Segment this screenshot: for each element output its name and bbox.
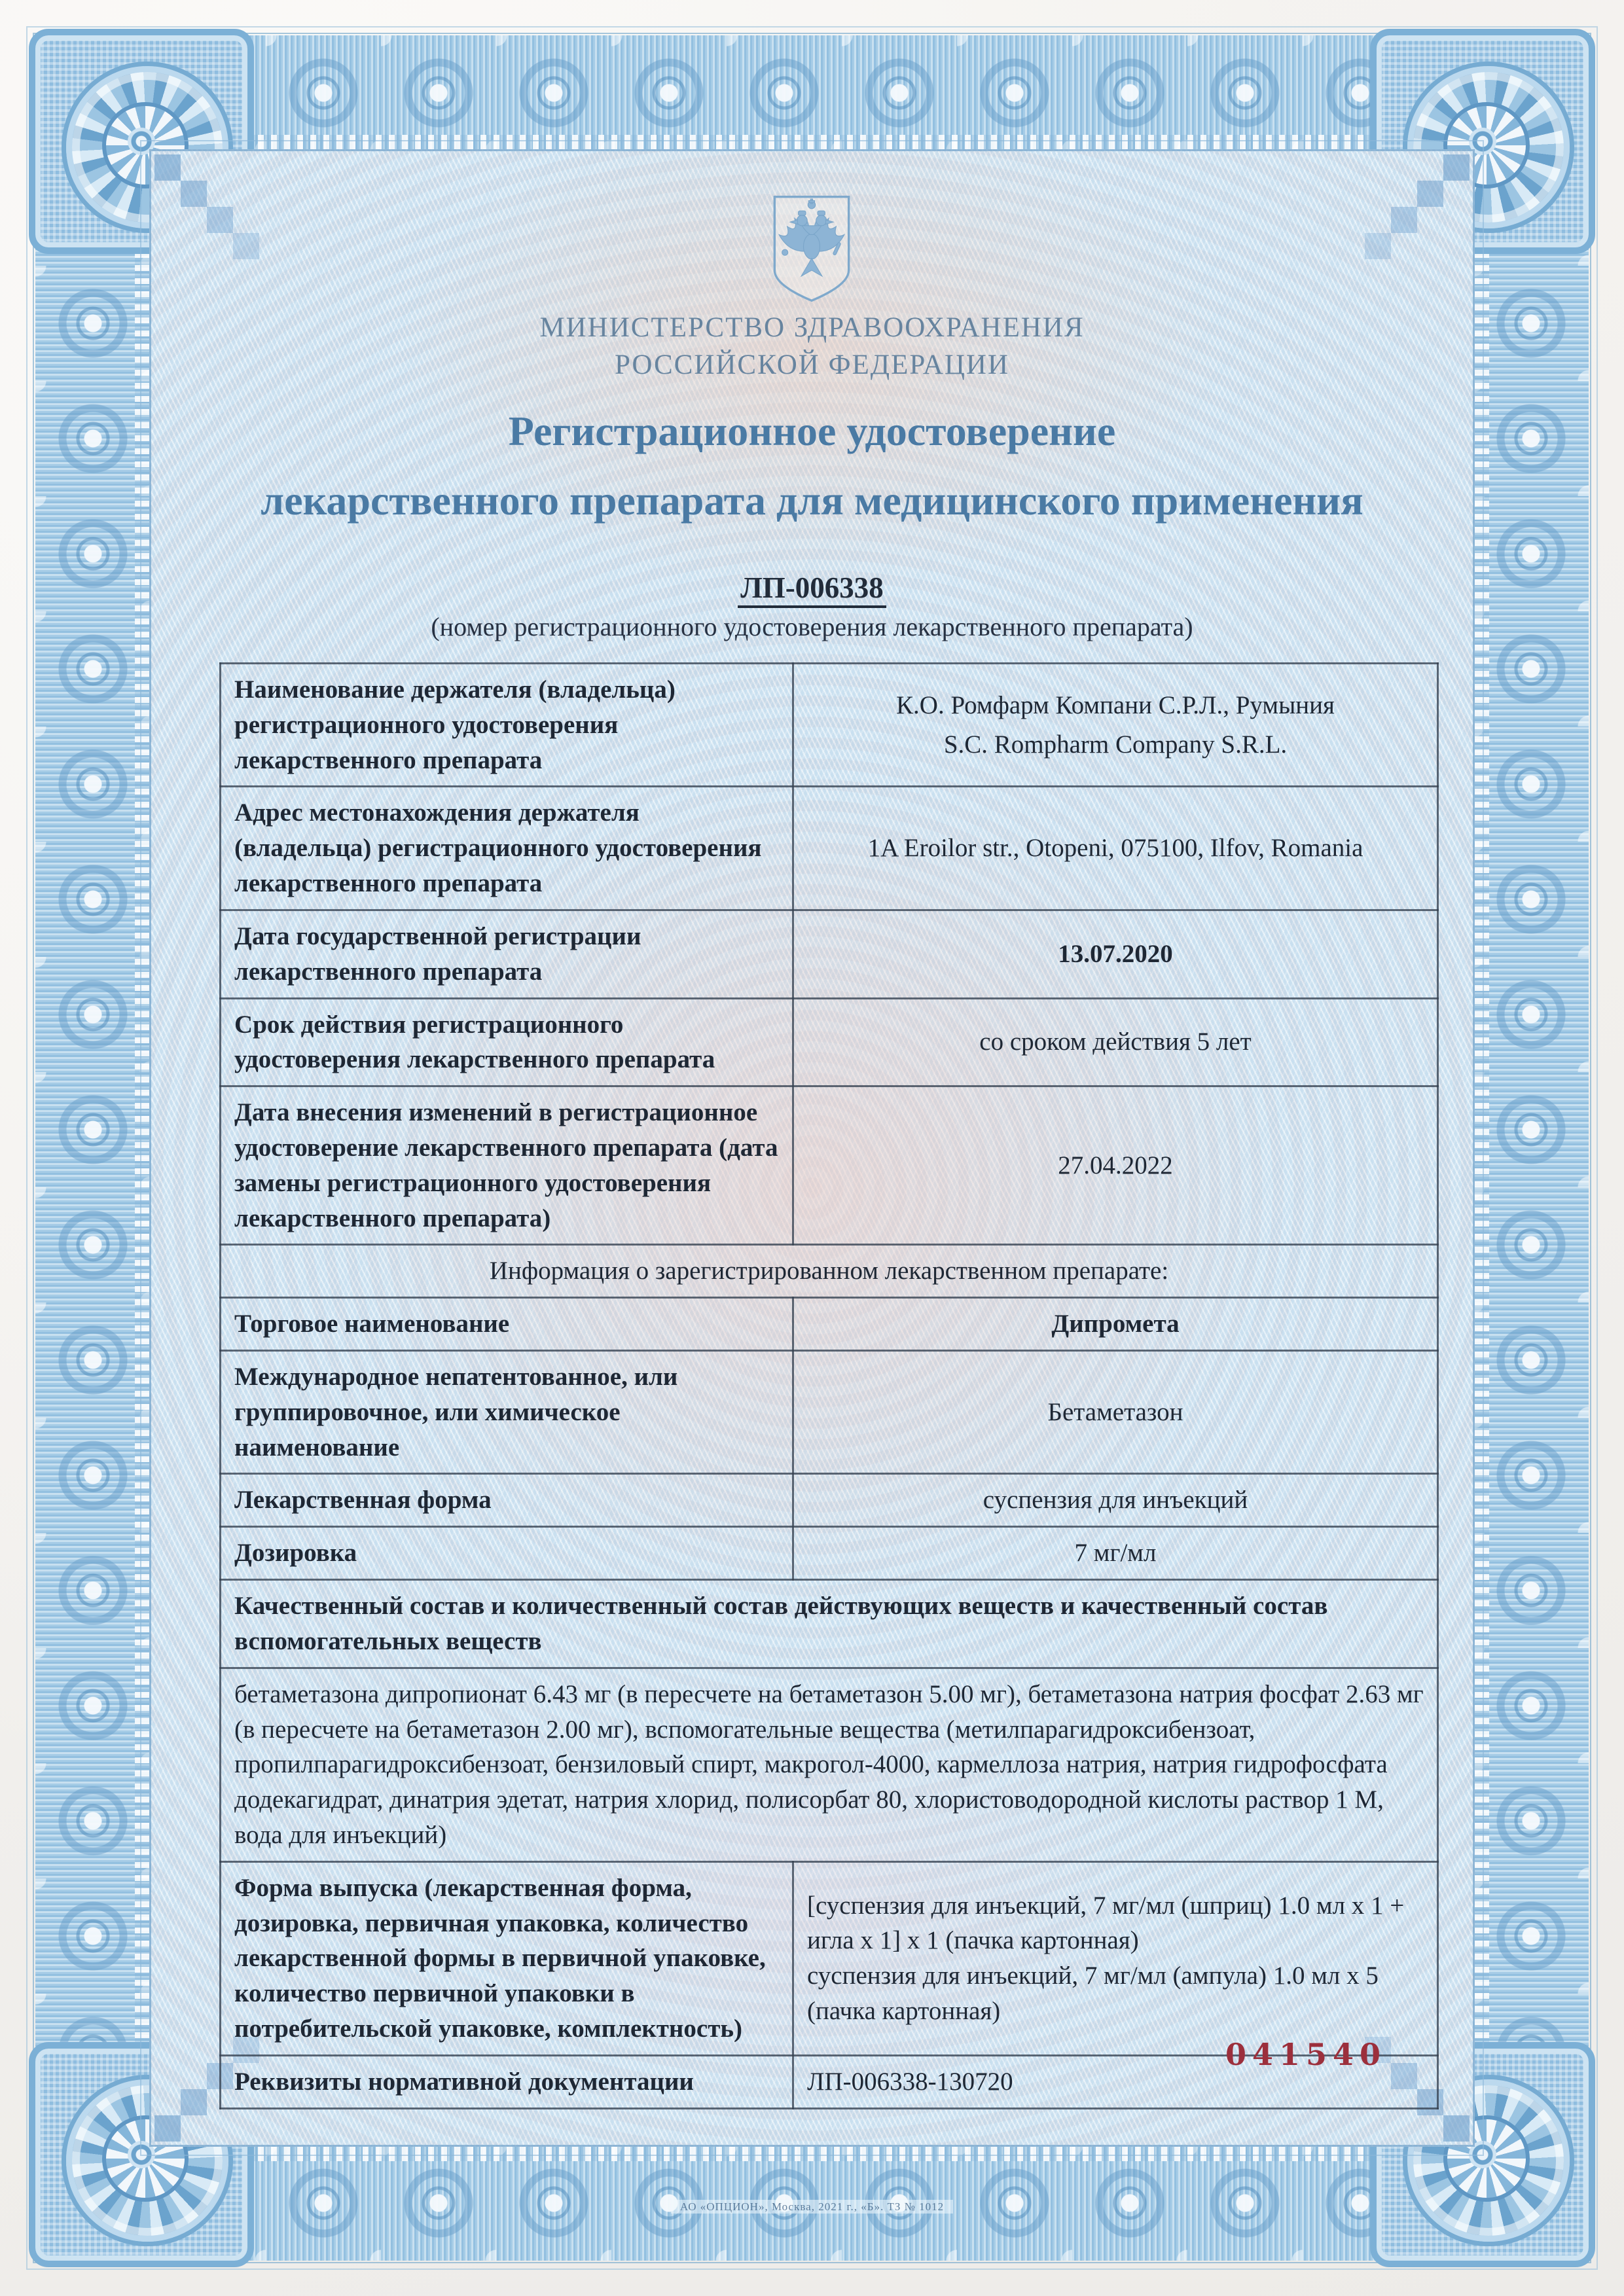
document-title-line2: лекарственного препарата для медицинского применения [261, 477, 1363, 524]
address-value: 1A Eroilor str., Otopeni, 075100, Ilfov, Romania [793, 787, 1438, 910]
normative-docs-value: ЛП-006338-130720 [793, 2055, 1438, 2108]
form-serial-number: 041540 [1225, 2037, 1387, 2072]
dosage-value: 7 мг/мл [793, 1527, 1438, 1580]
registration-details-table [219, 662, 1439, 2109]
guilloche-band-top [35, 35, 1589, 151]
validity-label: Срок действия регистрационного удостоверения лекарственного препарата [221, 998, 793, 1086]
step-ornament-bottom-right [1443, 2115, 1470, 2142]
release-form-label: Форма выпуска (лекарственная форма, дозировка, первичная упаковка, количество лекарственной формы в первичной упаковке, количество первичной упаковки в потребительской упаковке, комплектность) [221, 1861, 793, 2055]
ministry-line2: РОССИЙСКОЙ ФЕДЕРАЦИИ [614, 350, 1010, 380]
address-label: Адрес местонахождения держателя (владельца) регистрационного удостоверения лекарственного препарата [221, 787, 793, 910]
table-row-dosage [221, 1527, 1438, 1580]
release-form-value: [суспензия для инъекций, 7 мг/мл (шприц) 1.0 мл x 1 + игла x 1] x 1 (пачка картонная) суспензия для инъекций, 7 мг/мл (ампула) 1.0 мл x 5 (пачка картонная) [793, 1861, 1438, 2055]
registration-number-caption: (номер регистрационного удостоверения лекарственного препарата) [431, 612, 1193, 641]
normative-docs-label: Реквизиты нормативной документации [221, 2055, 793, 2108]
inn-value: Бетаметазон [793, 1351, 1438, 1474]
dosage-form-label: Лекарственная форма [221, 1474, 793, 1527]
step-ornament-top-right [1443, 154, 1470, 181]
table-row-inn [221, 1351, 1438, 1474]
registration-number: ЛП-006338 [0, 571, 1624, 605]
validity-value: со сроком действия 5 лет [793, 998, 1438, 1086]
document-title-line1: Регистрационное удостоверение [508, 408, 1116, 454]
table-row-validity [221, 998, 1438, 1086]
holder-value: К.О. Ромфарм Компани С.Р.Л., Румыния S.C. Rompharm Company S.R.L. [793, 664, 1438, 787]
table-row-amend-date [221, 1086, 1438, 1245]
step-ornament-top-left [154, 154, 181, 181]
table-row-address [221, 787, 1438, 910]
table-row-release-form [221, 1861, 1438, 2055]
table-row-quality-header [221, 1580, 1438, 1668]
printer-microprint: АО «ОПЦИОН», Москва, 2021 г., «Б». ТЗ № 1012 [0, 2200, 1624, 2214]
amend-date-value: 27.04.2022 [793, 1086, 1438, 1245]
ministry-line1: МИНИСТЕРСТВО ЗДРАВООХРАНЕНИЯ [539, 312, 1085, 343]
trade-name-value: Дипромета [793, 1298, 1438, 1351]
composition-text: бетаметазона дипропионат 6.43 мг (в пересчете на бетаметазон 5.00 мг), бетаметазона натрия фосфат 2.63 мг (в пересчете на бетаметазон 2.00 мг), вспомогательные вещества (метилпарагидроксибензоат, пропилпарагидроксибензоат, бензиловый спирт, макрогол-4000, кармеллоза натрия, натрия гидрофосфата додекагидрат, динатрия эдетат, натрия хлорид, полисорбат 80, хлористоводородной кислоты раствор 1 М, вода для инъекций) [221, 1668, 1438, 1861]
info-heading: Информация о зарегистрированном лекарственном препарате: [221, 1245, 1438, 1298]
step-ornament-bottom-left [154, 2115, 181, 2142]
table-row-info-heading [221, 1245, 1438, 1298]
table-row-reg-date [221, 910, 1438, 998]
reg-date-value: 13.07.2020 [793, 910, 1438, 998]
dosage-label: Дозировка [221, 1527, 793, 1580]
dosage-form-value: суспензия для инъекций [793, 1474, 1438, 1527]
table-row-trade-name [221, 1298, 1438, 1351]
trade-name-label: Торговое наименование [221, 1298, 793, 1351]
quality-header: Качественный состав и количественный состав действующих веществ и качественный состав вспомогательных веществ [221, 1580, 1438, 1668]
table-row-holder [221, 664, 1438, 787]
document-title [0, 397, 1624, 535]
amend-date-label: Дата внесения изменений в регистрационное удостоверение лекарственного препарата (дата замены регистрационного удостоверения лекарственного препарата) [221, 1086, 793, 1245]
table-row-dosage-form [221, 1474, 1438, 1527]
reg-date-label: Дата государственной регистрации лекарственного препарата [221, 910, 793, 998]
inn-label: Международное непатентованное, или группировочное, или химическое наименование [221, 1351, 793, 1474]
holder-label: Наименование держателя (владельца) регистрационного удостоверения лекарственного препарата [221, 664, 793, 787]
russia-coat-of-arms-icon [767, 192, 856, 305]
table-row-composition [221, 1668, 1438, 1861]
ministry-name [0, 309, 1624, 384]
